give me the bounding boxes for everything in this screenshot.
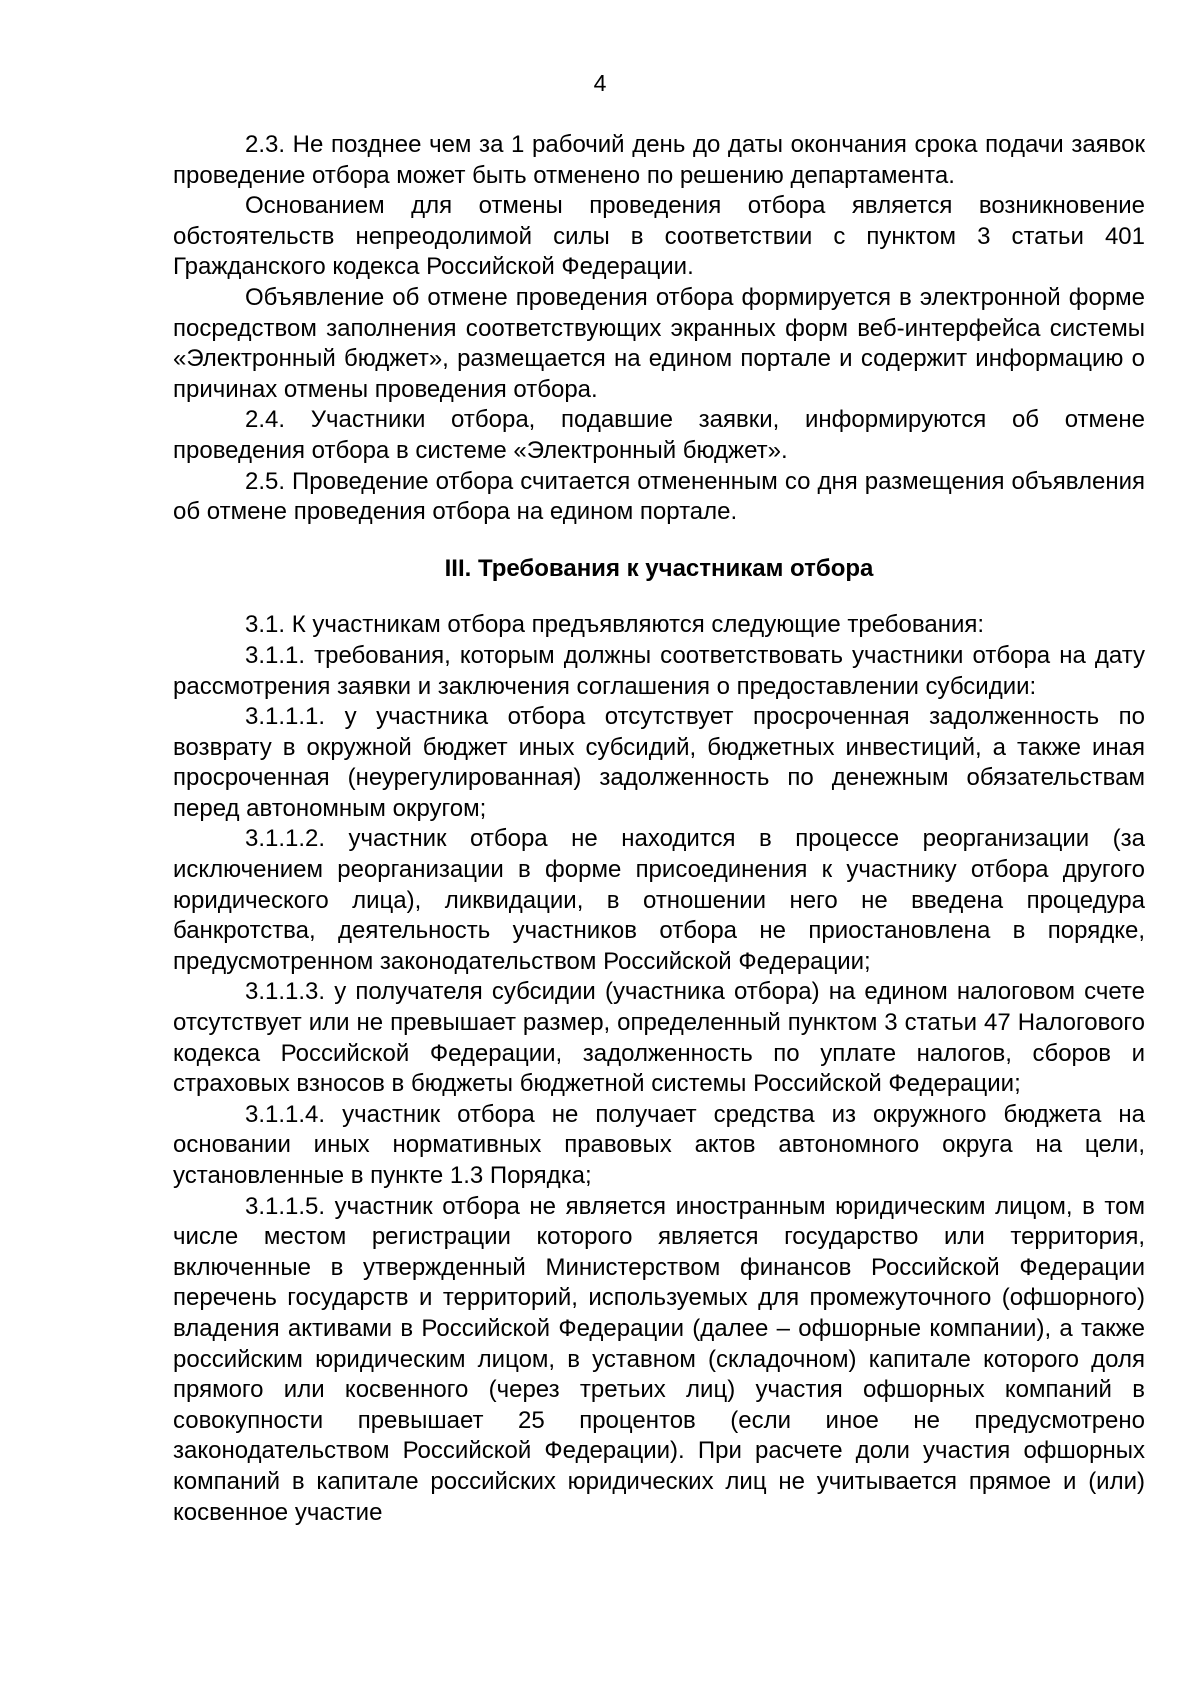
- paragraph-3-1-1-4: 3.1.1.4. участник отбора не получает средства из окружного бюджета на основании иных нормативных правовых актов автономного округа на цели, установленные в пункте 1.3 Порядка;: [173, 1100, 1145, 1189]
- paragraph-3-1-1-2: 3.1.1.2. участник отбора не находится в процессе реорганизации (за исключением реорганизации в форме присоединения к участнику отбора другого юридического лица), ликвидации, в отношении него не введена процедура банкротства, деятельность участников отбора не приостановлена в порядке, предусмотренном законодательством Российской Федерации;: [173, 825, 1145, 975]
- paragraph-3-1-1: 3.1.1. требования, которым должны соответствовать участники отбора на дату рассмотрения заявки и заключения соглашения о предоставлении субсидии:: [173, 641, 1145, 700]
- paragraph-3-1: 3.1. К участникам отбора предъявляются следующие требования:: [245, 611, 985, 639]
- paragraph-3-1-1-5: 3.1.1.5. участник отбора не является иностранным юридическим лицом, в том числе местом регистрации которого является государство или территория, включенные в утвержденный Министерством финансов Российской Федерации перечень государств и территорий, используемых для промежуточного (офшорного) владения активами в Российской Федерации (далее – офшорные компании), а также российским юридическим лицом, в уставном (складочном) капитале которого доля прямого или косвенного (через третьих лиц) участия офшорных компаний в совокупности превышает 25 процентов (если иное не предусмотрено законодательством Российской Федерации). При расчете доли участия офшорных компаний в капитале российских юридических лиц не учитывается прямое и (или) косвенное участие: [173, 1192, 1145, 1526]
- paragraph-2-4: 2.4. Участники отбора, подавшие заявки, информируются об отмене проведения отбора в системе «Электронный бюджет».: [173, 406, 1145, 464]
- paragraph-cancellation-grounds: Основанием для отмены проведения отбора является возникновение обстоятельств непреодолимой силы в соответствии с пунктом 3 статьи 401 Гражданского кодекса Российской Федерации.: [173, 192, 1145, 281]
- paragraph-2-5: 2.5. Проведение отбора считается отмененным со дня размещения объявления об отмене проведения отбора на едином портале.: [173, 467, 1145, 526]
- paragraph-cancellation-announcement: Объявление об отмене проведения отбора формируется в электронной форме посредством заполнения соответствующих экранных форм веб-интерфейса системы «Электронный бюджет», размещается на едином портале и содержит информацию о причинах отмены проведения отбора.: [173, 283, 1145, 403]
- paragraph-3-1-1-3: 3.1.1.3. у получателя субсидии (участника отбора) на едином налоговом счете отсутствует или не превышает размер, определенный пунктом 3 статьи 47 Налогового кодекса Российской Федерации, задолженность по уплате налогов, сборов и страховых взносов в бюджеты бюджетной системы Российской Федерации;: [173, 978, 1145, 1098]
- paragraph-2-3: 2.3. Не позднее чем за 1 рабочий день до даты окончания срока подачи заявок проведение отбора может быть отменено по решению департамента.: [173, 131, 1145, 189]
- document-body: [173, 130, 1145, 1528]
- paragraph-3-1-1-1: 3.1.1.1. у участника отбора отсутствует просроченная задолженность по возврату в окружной бюджет иных субсидий, бюджетных инвестиций, а также иная просроченная (неурегулированная) задолженность по денежным обязательствам перед автономным округом;: [173, 703, 1145, 822]
- section-heading: III. Требования к участникам отбора: [444, 554, 874, 582]
- page-number: 4: [593, 70, 607, 96]
